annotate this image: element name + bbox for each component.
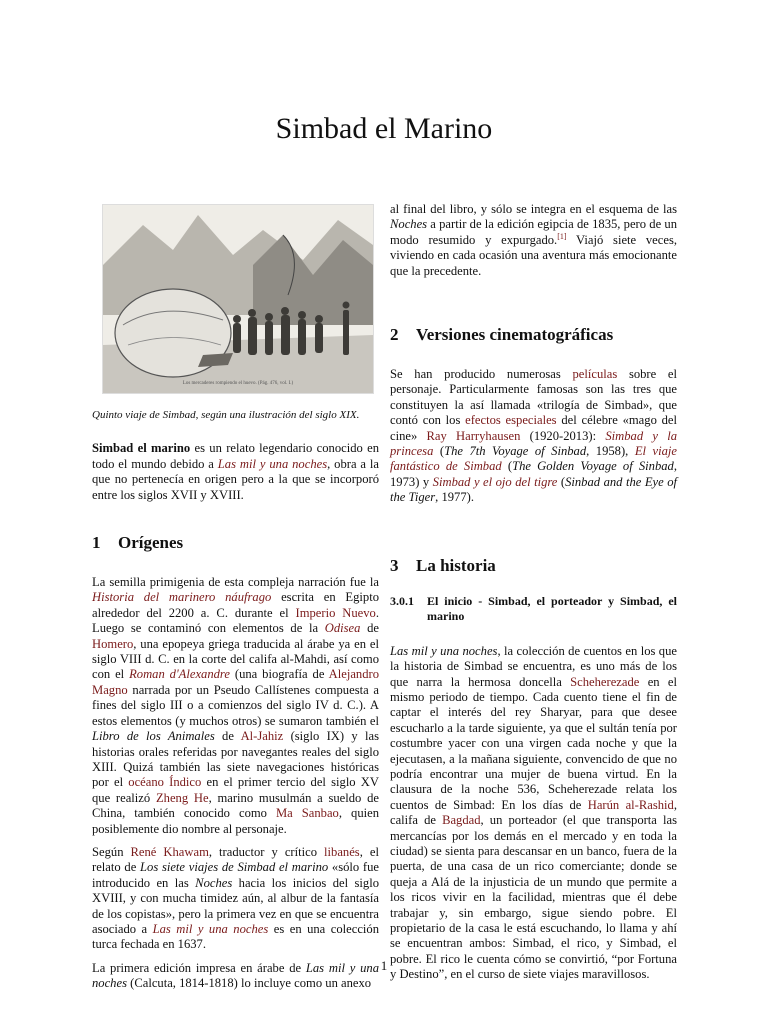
text: a partir de la edición egipcia de 1835, pero de un modo resumido y expurgado. — [390, 217, 677, 247]
link-oceano-indico[interactable]: océano Índico — [128, 775, 202, 790]
right-column — [390, 202, 677, 991]
section-title: Orígenes — [118, 533, 184, 553]
italic-title: Las mil y una noches — [390, 643, 498, 658]
text: (Calcuta, 1814-1818) lo incluye como un anexo — [126, 976, 372, 991]
link-scheherezade[interactable]: Scheherezade — [570, 674, 640, 689]
text: La semilla primigenia de esta compleja narración fue la — [92, 575, 379, 590]
text: (siglo IX) y las historias orales referidas por navegantes reales del siglo XIII. Quizá también las siete navegaciones históricas por el — [92, 729, 379, 790]
text: al final del libro, y sólo se integra en el esquema de las — [390, 202, 677, 216]
text: , un porteador (el que transporta las mercancías por los demás en el mercado y en toda la ciudad) se sienta para descansar en un banco, fuera de la puerta, de una casa de un rico comerciante; donde se queja a Alá de la injusticia de un mundo que permite a los ricos vivir en la facilidad, mientras que él debe trabajar y, sin embargo, sigue siendo pobre. El propietario de la casa le está escuchando, lo llama y ahí se encuentran ambos: Simbad, el rico, y Simbad, el pobre. El rico le cuenta cómo se convirtió, “por Fortuna y Destino”, en el curso de siete viajes maravillosos. — [390, 813, 677, 982]
text: ( — [557, 474, 566, 489]
text: ( — [433, 444, 445, 459]
subsection-title: El inicio - Simbad, el porteador y Simbad, el marino — [427, 593, 677, 623]
section-heading-versiones — [390, 325, 677, 345]
versiones-paragraph — [390, 367, 677, 506]
italic-title: Noches — [390, 217, 428, 232]
intro-bold-term: Simbad el marino — [92, 441, 191, 456]
engraving-illustration — [103, 205, 373, 393]
section-heading-la-historia — [390, 556, 677, 576]
link-alejandro-magno[interactable]: Alejandro Magno — [92, 667, 379, 697]
text: Según — [92, 844, 131, 859]
link-ma-sanbao[interactable]: Ma Sanbao — [275, 806, 339, 821]
page-number: 1 — [380, 958, 388, 973]
text: en el mismo periodo de tiempo. Cada cuento tiene el fin de captar el interés del rey Sharyar, para que desee escucharlo a la tarde siguiente, ya que el sultán tenía por costumbre yacer con una virgen cada noche y que la ejecutasen, a la mañana siguiente, convencido de que no podría encontrar una mujer de buena virtud. En la clausura de la noche 536, Scheherezade relata los cuentos de Simbad: En los días de — [390, 674, 678, 812]
italic-title: The Golden Voyage of Sinbad — [512, 459, 674, 474]
text: ( — [501, 459, 513, 474]
text: , marino musulmán a sueldo de China, también conocido como — [92, 790, 379, 821]
left-column — [92, 200, 379, 1000]
illustration-image — [102, 204, 374, 394]
intro-paragraph — [92, 441, 379, 503]
text: de — [214, 729, 241, 744]
text: (una biografía de — [229, 667, 329, 682]
text: , 1977). — [435, 490, 474, 505]
link-peliculas[interactable]: películas — [572, 367, 618, 382]
historia-paragraph — [390, 644, 677, 983]
text: es en una colección turca fechada en 1637. — [92, 921, 380, 952]
text: , 1973) y — [390, 459, 678, 489]
text: , la colección de cuentos en los que la historia de Simbad se encuentra, es uno más de los que narra la hermosa doncella — [390, 643, 677, 689]
section-heading-origenes — [92, 533, 379, 553]
italic-title: Los siete viajes de Simbad el marino — [140, 860, 329, 875]
text: escrita en Egipto alrededor del 2200 a. C. durante el — [92, 590, 379, 620]
italic-title: Sinbad and the Eye of the Tiger — [390, 474, 677, 505]
italic-title: The 7th Voyage of Sinbad — [444, 444, 587, 459]
section-number: 1 — [92, 533, 101, 553]
text: «sólo fue introducido en las — [92, 860, 379, 890]
continued-paragraph — [390, 202, 677, 279]
text: , califa de — [390, 797, 677, 828]
link-las-mil-y-una-noches-2[interactable]: Las mil y una noches — [152, 921, 269, 936]
text: hacia los inicios del siglo XVIII, y con mucha timidez aún, al albur de la fantasía de los copistas», pero la primera vez en que se encuentra asociado a — [92, 875, 380, 936]
italic-title: Libro de los Animales — [92, 729, 215, 744]
text: en el primer tercio del siglo XV que realizó — [92, 775, 379, 805]
text: , 1958), — [586, 444, 635, 459]
link-al-jahiz[interactable]: Al-Jahiz — [240, 729, 284, 744]
link-historia-marinero[interactable]: Historia del marinero náufrago — [92, 590, 272, 605]
link-libanes[interactable]: libanés — [324, 844, 360, 859]
text: , quien posiblemente dio nombre al personaje. — [92, 806, 379, 836]
link-zheng-he[interactable]: Zheng He — [155, 790, 209, 805]
link-ojo-del-tigre[interactable]: Simbad y el ojo del tigre — [432, 474, 558, 489]
section-title: La historia — [416, 555, 496, 575]
text: del célebre «mago del cine» — [390, 413, 677, 443]
link-harun-al-rashid[interactable]: Harún al-Rashid — [587, 797, 674, 812]
text: Se han producido numerosas — [390, 367, 573, 382]
reference-link-1[interactable]: [1] — [557, 231, 567, 241]
link-simbad-y-la-princesa[interactable]: Simbad y la princesa — [390, 428, 677, 459]
subsection-number: 3.0.1 — [390, 593, 414, 608]
section-number: 2 — [390, 325, 399, 345]
subsection-heading-inicio — [390, 594, 677, 624]
link-ray-harryhausen[interactable]: Ray Harryhausen — [426, 428, 521, 443]
intro-text: , obra a la que no pertenecía en origen pero a la que se incorporó entre los siglos XVII y XVIII. — [92, 456, 380, 502]
figure-caption: Quinto viaje de Simbad, según una ilustración del siglo XIX. — [92, 409, 360, 421]
italic-title: Las mil y una noches — [92, 960, 379, 991]
link-viaje-fantastico[interactable]: El viaje fantástico de Simbad — [390, 444, 677, 474]
figure-inner-caption: Los mercaderes rompiendo el huevo. (Pág. 476, vol. I.) — [182, 380, 294, 386]
link-imperio-nuevo[interactable]: Imperio Nuevo — [295, 605, 376, 620]
page-title: Simbad el Marino — [275, 112, 493, 145]
text: de — [360, 621, 379, 636]
text: , el relato de — [92, 844, 379, 875]
text: (1920-2013): — [520, 428, 606, 443]
text: sobre el personaje. Particularmente famosas son las tres que constituyen la así llamada «trilogía de Simbad», que contó con los — [390, 367, 678, 428]
link-efectos-especiales[interactable]: efectos especiales — [465, 413, 557, 428]
text: narrada por un Pseudo Callístenes compuesta a fines del siglo III o a comienzos del siglo IV d. C.). A estos elementos (y muchos otros) se sumaron también el — [92, 682, 379, 728]
text: , una epopeya griega traducida al árabe ya en el siglo VIII d. C. en la corte del califa al-Mahdi, así como con el — [92, 636, 379, 682]
section-title: Versiones cinematográficas — [416, 325, 614, 345]
section-number: 3 — [390, 555, 399, 575]
italic-title: Noches — [195, 875, 233, 890]
text: Viajó siete veces, viviendo en cada ocasión una aventura más emocionante que la precedente. — [390, 232, 677, 278]
link-odisea[interactable]: Odisea — [324, 621, 361, 636]
origenes-paragraph-1 — [92, 575, 379, 837]
text: La primera edición impresa en árabe de — [92, 960, 306, 975]
text: , traductor y crítico — [208, 844, 325, 859]
link-rene-khawam[interactable]: René Khawam — [130, 844, 209, 859]
link-roman-alexandre[interactable]: Roman d'Alexandre — [129, 667, 230, 682]
link-las-mil-y-una-noches[interactable]: Las mil y una noches — [217, 456, 328, 471]
link-bagdad[interactable]: Bagdad — [442, 813, 481, 828]
text: . Luego se contaminó con elementos de la — [92, 605, 380, 636]
link-homero[interactable]: Homero — [92, 636, 134, 651]
origenes-paragraph-2 — [92, 845, 379, 953]
intro-text: es un relato legendario conocido en todo el mundo debido a — [92, 441, 379, 471]
